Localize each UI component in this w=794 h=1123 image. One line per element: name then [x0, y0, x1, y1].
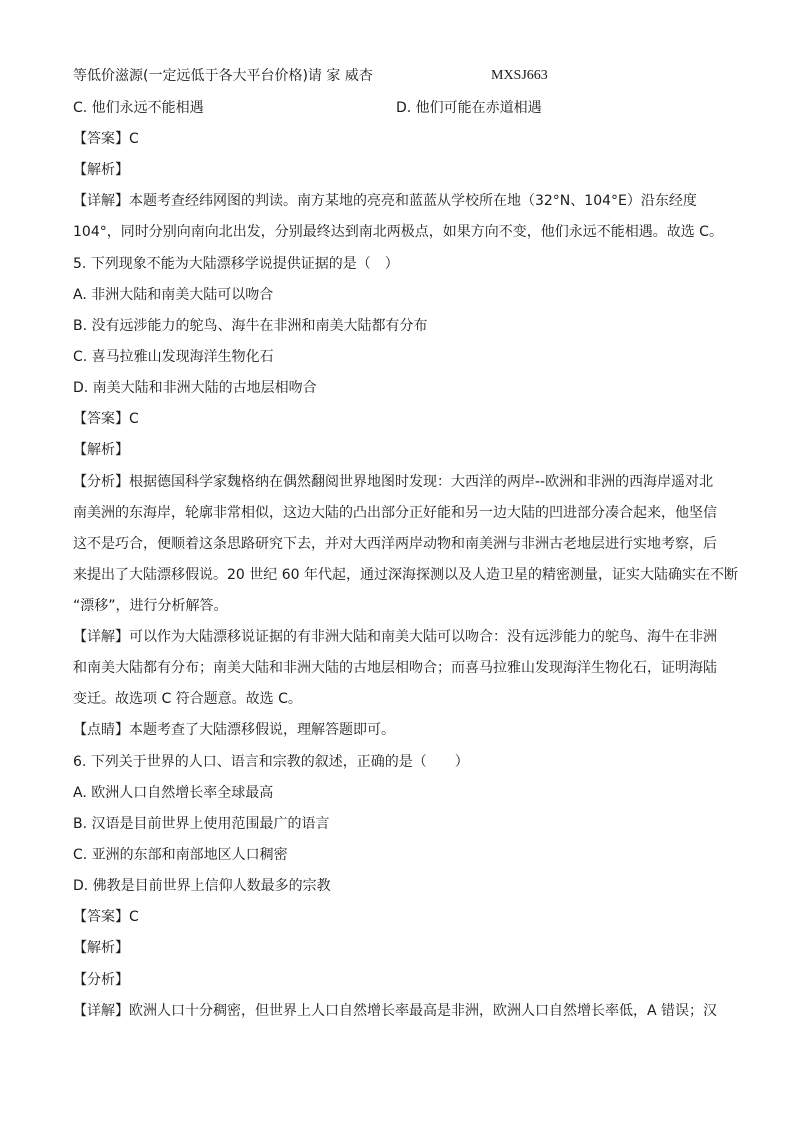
q4-detail-line2: 104°，同时分别向南向北出发，分别最终达到南北两极点，如果方向不变，他们永远不能相遇。故选 C。 [73, 224, 723, 240]
q4-option-d: D. 他们可能在赤道相遇 [396, 100, 542, 116]
q5-option-b: B. 没有远涉能力的鸵鸟、海牛在非洲和南美大陆都有分布 [73, 318, 428, 334]
q5-option-d: D. 南美大陆和非洲大陆的古地层相吻合 [73, 380, 317, 396]
header-row [73, 66, 548, 86]
q5-detail-line2: 和南美大陆都有分布；南美大陆和非洲大陆的古地层相吻合；而喜马拉雅山发现海洋生物化石，证明海陆 [73, 660, 717, 676]
q4-option-c: C. 他们永远不能相遇 [73, 100, 204, 116]
q6-stem: 6. 下列关于世界的人口、语言和宗教的叙述，正确的是（ ） [73, 754, 469, 770]
doc-code: MXSJ663 [491, 68, 548, 83]
promo-text: 等低价滋源(一定远低于各大平台价格)请 家 威杏 [73, 68, 373, 84]
q6-answer: 【答案】C [73, 909, 139, 925]
q5-fenxi-line3: 这不是巧合，便顺着这条思路研究下去，并对大西洋两岸动物和南美洲与非洲古老地层进行实地考察，后 [73, 536, 717, 552]
q6-option-a: A. 欧洲人口自然增长率全球最高 [73, 785, 274, 801]
q5-option-a: A. 非洲大陆和南美大陆可以吻合 [73, 287, 274, 303]
q6-option-b: B. 汉语是目前世界上使用范围最广的语言 [73, 816, 330, 832]
q4-analysis-label: 【解析】 [73, 162, 129, 178]
q5-stem: 5. 下列现象不能为大陆漂移学说提供证据的是（ ） [73, 256, 399, 272]
q5-fenxi-line2: 南美洲的东海岸，轮廓非常相似，这边大陆的凸出部分正好能和另一边大陆的凹进部分凑合起来，他坚信 [73, 505, 717, 521]
q6-option-d: D. 佛教是目前世界上信仰人数最多的宗教 [73, 878, 331, 894]
q5-answer: 【答案】C [73, 411, 139, 427]
q6-detail-line1: 【详解】欧洲人口十分稠密，但世界上人口自然增长率最高是非洲，欧洲人口自然增长率低，A 错误；汉 [73, 1003, 718, 1019]
q5-detail-line3: 变迁。故选项 C 符合题意。故选 C。 [73, 691, 302, 707]
q4-answer: 【答案】C [73, 131, 139, 147]
q6-fenxi-label: 【分析】 [73, 972, 129, 988]
q5-analysis-label: 【解析】 [73, 442, 129, 458]
q5-fenxi-line1: 【分析】根据德国科学家魏格纳在偶然翻阅世界地图时发现：大西洋的两岸--欧洲和非洲的西海岸遥对北 [73, 474, 714, 490]
q5-fenxi-line5: “漂移”，进行分析解答。 [73, 598, 228, 614]
q4-detail-line1: 【详解】本题考查经纬网图的判读。南方某地的亮亮和蓝蓝从学校所在地（32°N、104°E）沿东经度 [73, 193, 697, 209]
q5-fenxi-line4: 来提出了大陆漂移假说。20 世纪 60 年代起，通过深海探测以及人造卫星的精密测量，证实大陆确实在不断 [73, 567, 738, 583]
q6-analysis-label: 【解析】 [73, 940, 129, 956]
q6-option-c: C. 亚洲的东部和南部地区人口稠密 [73, 847, 288, 863]
q5-dianjing: 【点睛】本题考查了大陆漂移假说，理解答题即可。 [73, 722, 395, 738]
q5-option-c: C. 喜马拉雅山发现海洋生物化石 [73, 349, 274, 365]
q5-detail-line1: 【详解】可以作为大陆漂移说证据的有非洲大陆和南美大陆可以吻合：没有远涉能力的鸵鸟、海牛在非洲 [73, 629, 717, 645]
